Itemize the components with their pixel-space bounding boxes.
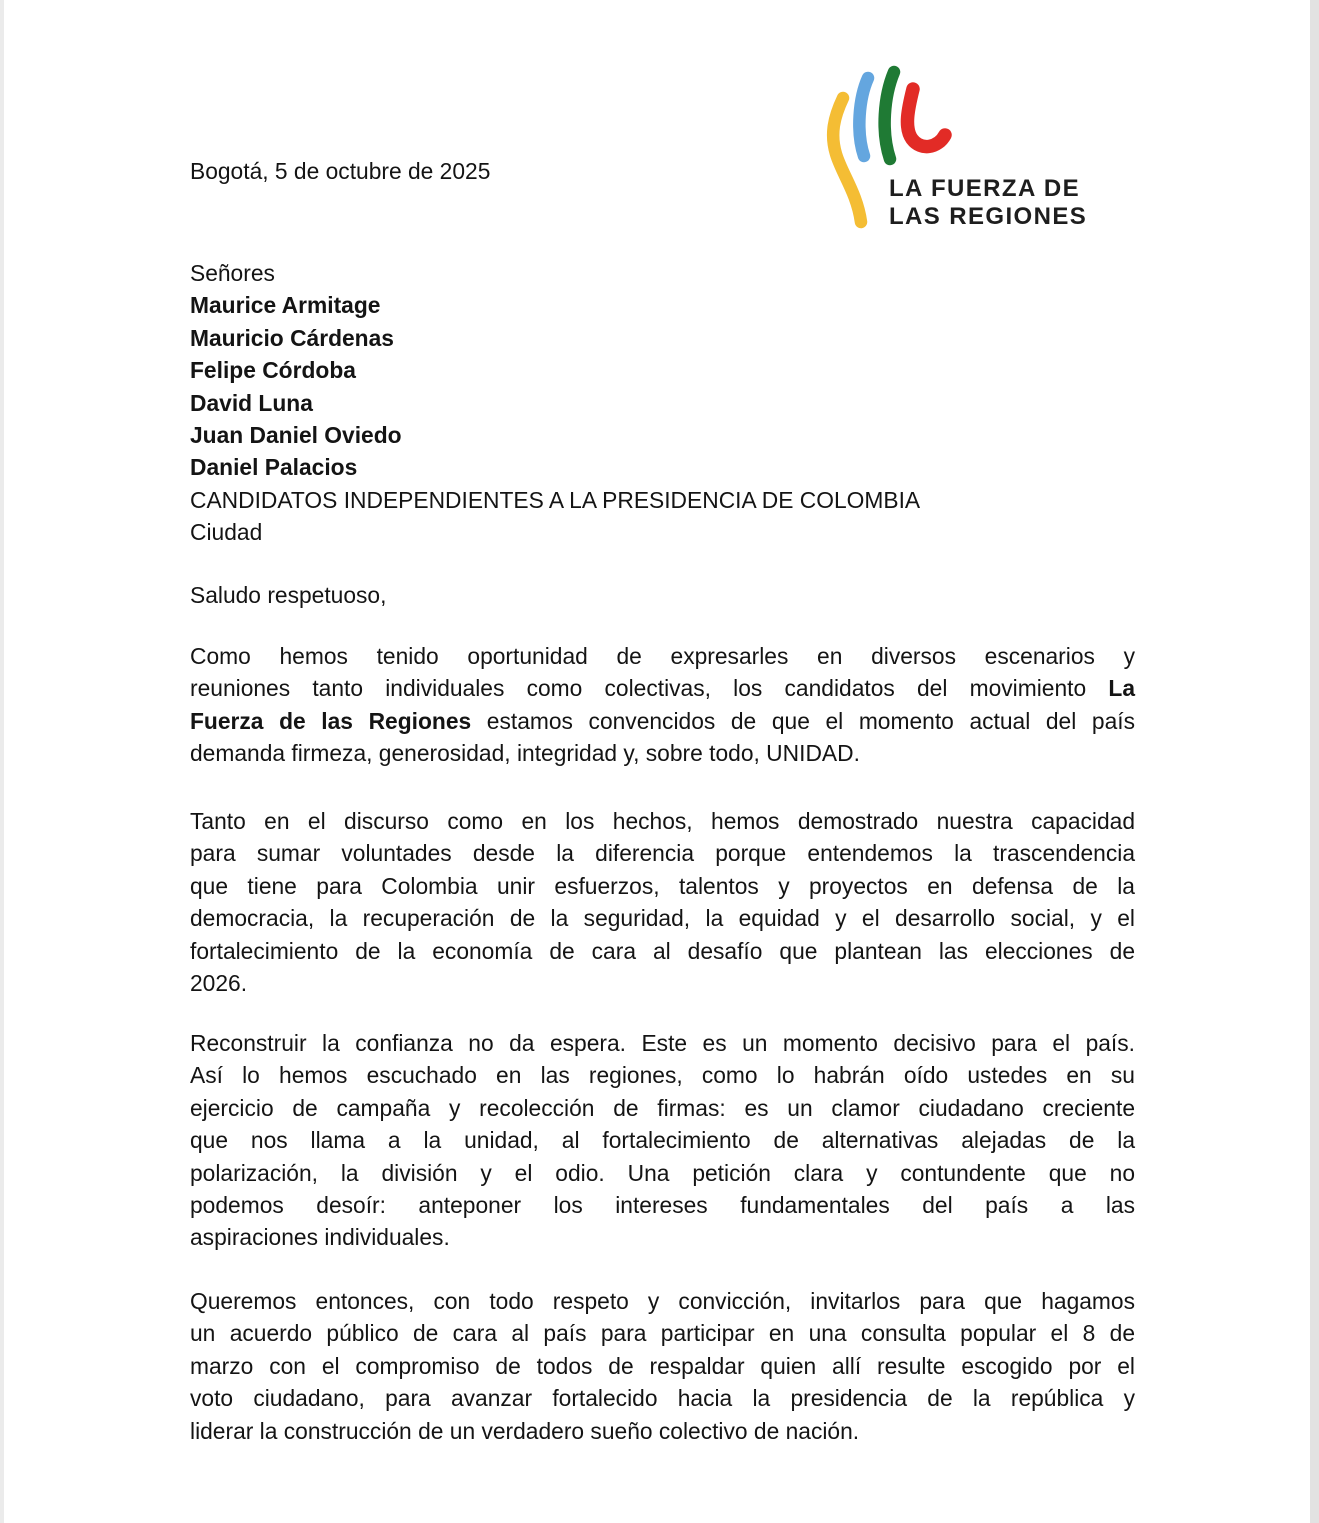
text-segment: fortalecimiento de la economía de cara al desafío que plantean las elecciones de	[190, 937, 1135, 964]
text-line	[190, 1382, 1135, 1414]
text-line	[190, 1124, 1135, 1156]
logo-stroke-green	[885, 72, 894, 159]
text-segment: voto ciudadano, para avanzar fortalecido hacia la presidencia de la república y	[190, 1385, 1135, 1412]
text-segment: que nos llama a la unidad, al fortalecimiento de alternativas alejadas de la	[190, 1127, 1135, 1154]
text-segment: Queremos entonces, con todo respeto y convicción, invitarlos para que hagamos	[190, 1288, 1135, 1314]
addressee-line: CANDIDATOS INDEPENDIENTES A LA PRESIDENCIA DE COLOMBIA	[190, 486, 921, 513]
paragraph	[190, 640, 1135, 770]
text-segment: podemos desoír: anteponer los intereses fundamentales del país a las	[190, 1192, 1135, 1219]
addressee-line: Daniel Palacios	[190, 454, 358, 481]
text-line	[190, 1059, 1135, 1091]
addressee-line: Mauricio Cárdenas	[190, 324, 394, 351]
text-segment: liderar la construcción de un verdadero sueño colectivo de nación.	[190, 1417, 860, 1444]
text-segment: La	[1108, 675, 1135, 702]
paragraph	[190, 1027, 1135, 1254]
text-line	[190, 1027, 1135, 1059]
text-line	[190, 1317, 1135, 1349]
logo-wordmark-line2: LAS REGIONES	[889, 203, 1088, 230]
letter-date: Bogotá, 5 de octubre de 2025	[190, 158, 491, 184]
logo-stroke-blue	[859, 78, 868, 156]
text-segment: ejercicio de campaña y recolección de firmas: es un clamor ciudadano creciente	[190, 1094, 1135, 1121]
text-line	[190, 1350, 1135, 1382]
addressee-line: Señores	[190, 260, 275, 286]
text-line	[190, 837, 1135, 869]
text-segment: polarización, la división y el odio. Una petición clara y contundente que no	[190, 1159, 1135, 1186]
text-segment: Así lo hemos escuchado en las regiones, como lo habrán oído ustedes en su	[190, 1062, 1135, 1089]
text-segment: Fuerza de las Regiones	[190, 707, 472, 734]
page-edge-right	[1310, 0, 1319, 1523]
text-line	[190, 935, 1135, 967]
logo-stroke-red	[907, 89, 945, 147]
text-line	[190, 1189, 1135, 1221]
text-segment: que tiene para Colombia unir esfuerzos, talentos y proyectos en defensa de la	[190, 872, 1135, 899]
addressee-line: Ciudad	[190, 519, 263, 546]
text-line	[190, 672, 1135, 704]
paragraph	[190, 1285, 1135, 1447]
text-segment: Reconstruir la confianza no da espera. Este es un momento decisivo para el país.	[190, 1030, 1135, 1056]
addressee-line: Felipe Córdoba	[190, 357, 356, 384]
text-segment: Tanto en el discurso como en los hechos, hemos demostrado nuestra capacidad	[190, 808, 1135, 834]
text-line	[190, 1285, 1135, 1317]
text-segment: estamos convencidos de que el momento actual del país	[471, 707, 1135, 734]
salutation: Saludo respetuoso,	[190, 582, 387, 608]
text-segment: aspiraciones individuales.	[190, 1224, 450, 1251]
text-segment: democracia, la recuperación de la seguridad, la equidad y el desarrollo social, y el	[190, 905, 1135, 932]
page-edge-left	[0, 0, 4, 1523]
text-line	[190, 705, 1135, 737]
addressee-line: David Luna	[190, 389, 313, 416]
text-segment: demanda firmeza, generosidad, integridad y, sobre todo, UNIDAD.	[190, 740, 860, 767]
text-line	[190, 1221, 1135, 1253]
text-segment: marzo con el compromiso de todos de respaldar quien allí resulte escogido por el	[190, 1352, 1135, 1379]
paragraph	[190, 805, 1135, 999]
text-line	[190, 737, 1135, 769]
text-line	[190, 1092, 1135, 1124]
text-segment: un acuerdo público de cara al país para participar en una consulta popular el 8 de	[190, 1320, 1135, 1347]
text-segment: 2026.	[190, 970, 248, 997]
logo-wordmark-line1: LA FUERZA DE	[889, 175, 1081, 202]
text-line	[190, 640, 1135, 672]
text-line	[190, 1415, 1135, 1447]
text-segment: Como hemos tenido oportunidad de expresarles en diversos escenarios y	[190, 643, 1135, 669]
text-line	[190, 870, 1135, 902]
addressee-line: Juan Daniel Oviedo	[190, 422, 402, 449]
text-line	[190, 967, 1135, 999]
la-fuerza-de-las-regiones-logo	[828, 62, 1128, 242]
logo-wordmark	[889, 175, 1087, 231]
addressee-line: Maurice Armitage	[190, 292, 381, 319]
text-line	[190, 805, 1135, 837]
text-segment: para sumar voluntades desde la diferencia porque entendemos la trascendencia	[190, 840, 1135, 867]
addressee-block	[190, 257, 920, 549]
text-segment: reuniones tanto individuales como colectivas, los candidatos del movimiento	[190, 675, 1109, 702]
text-line	[190, 1157, 1135, 1189]
text-line	[190, 902, 1135, 934]
